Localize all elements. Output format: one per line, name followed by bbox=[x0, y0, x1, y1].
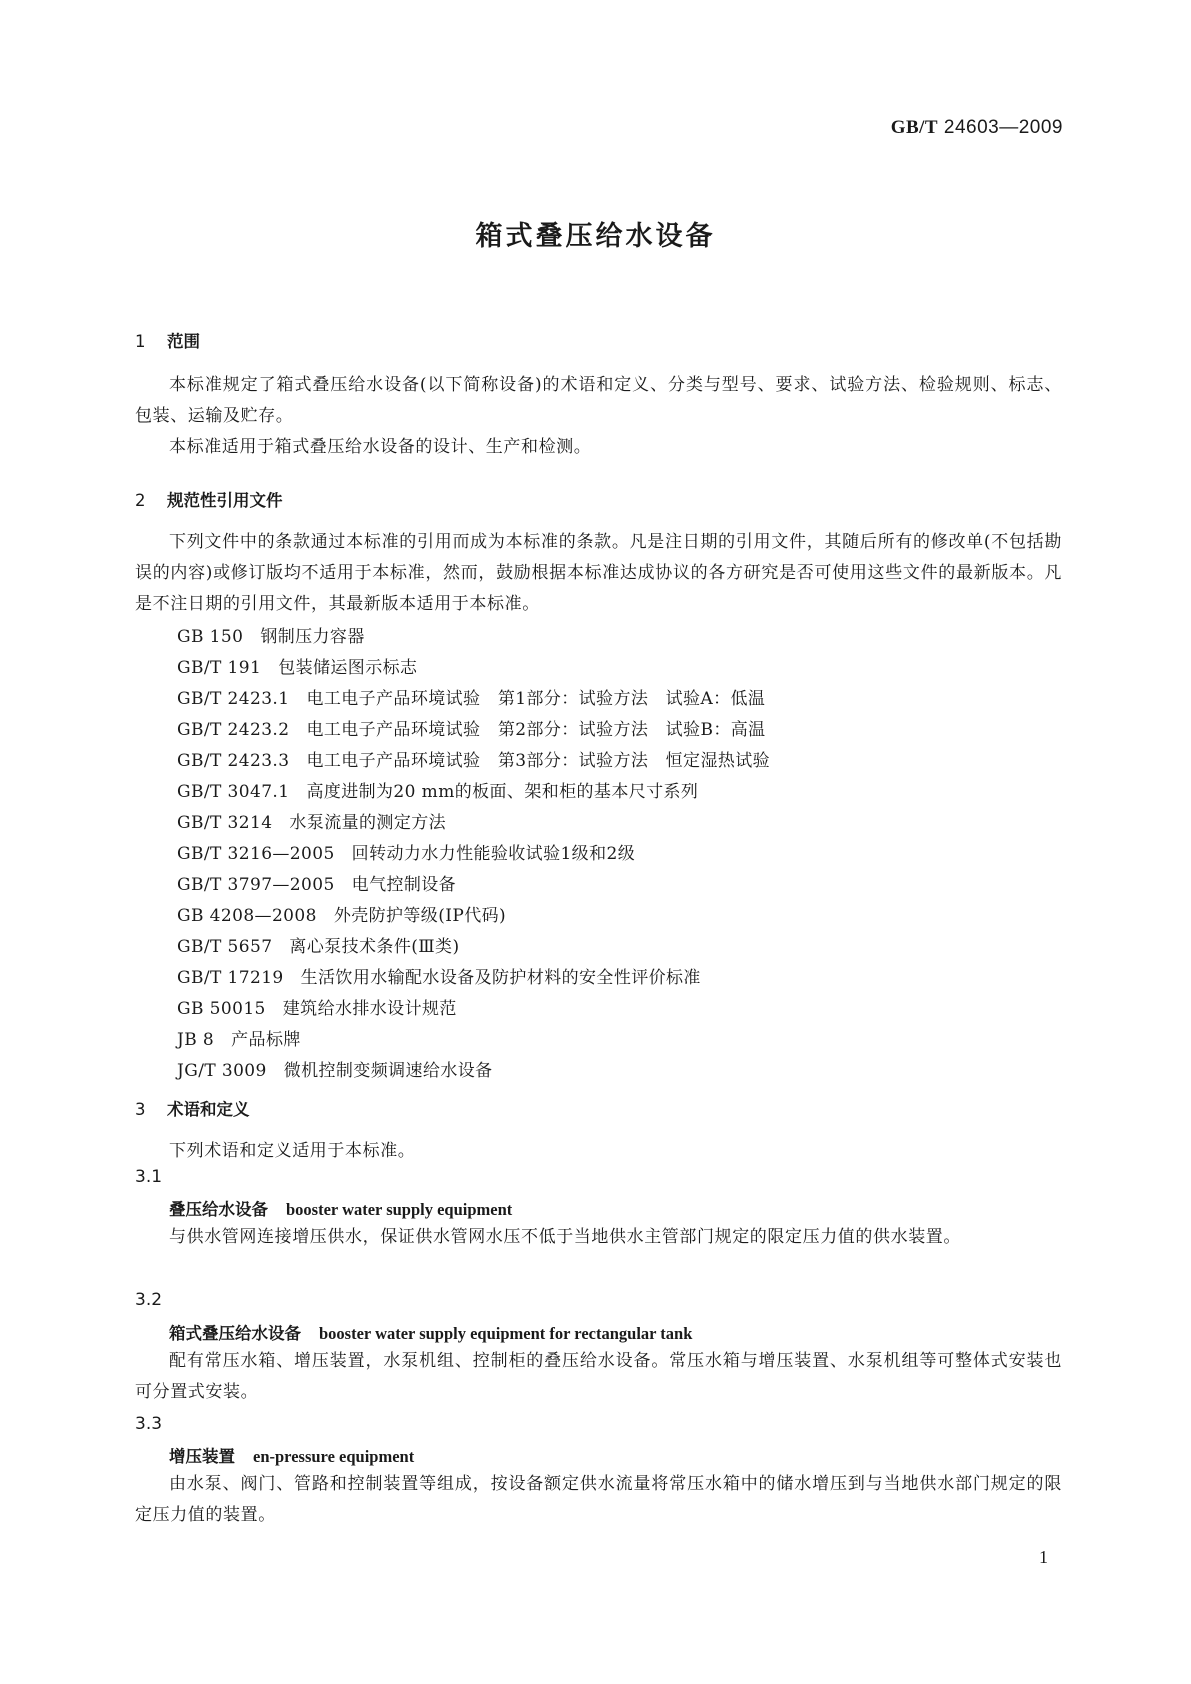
section-number: 1 bbox=[135, 332, 146, 351]
section-heading-3 bbox=[135, 1096, 250, 1120]
reference-item bbox=[177, 622, 365, 647]
term-heading bbox=[169, 1196, 512, 1220]
reference-code: GB/T 2423.3 bbox=[177, 751, 290, 771]
term-definition: 配有常压水箱、增压装置，水泵机组、控制柜的叠压给水设备。常压水箱与增压装置、水泵机组等可整体式安装也可分置式安装。 bbox=[135, 1351, 1062, 1402]
reference-title: 水泵流量的测定方法 bbox=[289, 813, 447, 833]
reference-item bbox=[177, 653, 417, 678]
reference-code: GB/T 191 bbox=[177, 658, 262, 678]
term-definition: 由水泵、阀门、管路和控制装置等组成，按设备额定供水流量将常压水箱中的储水增压到与当地供水部门规定的限定压力值的装置。 bbox=[135, 1474, 1062, 1525]
reference-item bbox=[177, 808, 446, 833]
reference-code: GB 4208—2008 bbox=[177, 906, 317, 926]
term-en: booster water supply equipment for rectangular tank bbox=[319, 1324, 693, 1343]
section-heading-2 bbox=[135, 487, 283, 511]
paragraph: 下列术语和定义适用于本标准。 bbox=[169, 1141, 416, 1161]
reference-item bbox=[177, 746, 770, 771]
section-number: 3 bbox=[135, 1100, 146, 1119]
reference-title: 离心泵技术条件(Ⅲ类) bbox=[289, 937, 460, 957]
reference-code: JB 8 bbox=[177, 1030, 215, 1050]
reference-title: 电气控制设备 bbox=[351, 875, 457, 895]
section-number: 2 bbox=[135, 491, 146, 510]
reference-code: GB/T 2423.1 bbox=[177, 689, 290, 709]
paragraph: 下列文件中的条款通过本标准的引用而成为本标准的条款。凡是注日期的引用文件，其随后所有的修改单(不包括勘误的内容)或修订版均不适用于本标准，然而，鼓励根据本标准达成协议的各方研究是否可使用这些文件的最新版本。凡是不注日期的引用文件，其最新版本适用于本标准。 bbox=[135, 532, 1062, 614]
term-heading bbox=[169, 1443, 414, 1467]
reference-item bbox=[177, 684, 765, 709]
standard-code bbox=[891, 117, 1063, 139]
reference-title: 回转动力水力性能验收试验1级和2级 bbox=[351, 844, 636, 864]
term-zh: 增压装置 bbox=[169, 1447, 235, 1466]
reference-code: GB/T 3047.1 bbox=[177, 782, 290, 802]
paragraph: 本标准规定了箱式叠压给水设备(以下简称设备)的术语和定义、分类与型号、要求、试验方法、检验规则、标志、包装、运输及贮存。 bbox=[135, 375, 1062, 426]
reference-title: 高度进制为20 mm的板面、架和柜的基本尺寸系列 bbox=[306, 782, 699, 802]
reference-item bbox=[177, 839, 635, 864]
section-title: 规范性引用文件 bbox=[167, 491, 283, 510]
standard-prefix: GB/T bbox=[890, 117, 939, 138]
reference-title: 建筑给水排水设计规范 bbox=[282, 999, 457, 1019]
section-title: 范围 bbox=[167, 332, 200, 351]
term-heading bbox=[169, 1320, 692, 1344]
page-number: 1 bbox=[1039, 1547, 1048, 1567]
clause-number: 3.3 bbox=[135, 1414, 163, 1434]
reference-item bbox=[177, 901, 506, 926]
reference-item bbox=[177, 715, 766, 740]
clause-number: 3.2 bbox=[135, 1290, 163, 1310]
reference-title: 电工电子产品环境试验 第1部分：试验方法 试验A：低温 bbox=[306, 689, 766, 709]
reference-code: GB/T 3797—2005 bbox=[177, 875, 335, 895]
reference-code: GB/T 5657 bbox=[177, 937, 273, 957]
term-zh: 箱式叠压给水设备 bbox=[169, 1324, 301, 1343]
section-heading-1 bbox=[135, 328, 200, 352]
reference-code: GB/T 17219 bbox=[177, 968, 284, 988]
reference-code: GB/T 3214 bbox=[177, 813, 273, 833]
term-definition: 与供水管网连接增压供水，保证供水管网水压不低于当地供水主管部门规定的限定压力值的供水装置。 bbox=[169, 1227, 961, 1247]
reference-code: GB/T 2423.2 bbox=[177, 720, 290, 740]
reference-item bbox=[177, 1056, 493, 1081]
reference-item bbox=[177, 994, 457, 1019]
reference-item bbox=[177, 870, 456, 895]
paragraph: 本标准适用于箱式叠压给水设备的设计、生产和检测。 bbox=[169, 437, 592, 457]
clause-number: 3.1 bbox=[135, 1167, 163, 1187]
term-zh: 叠压给水设备 bbox=[169, 1200, 268, 1219]
reference-title: 钢制压力容器 bbox=[260, 627, 365, 647]
reference-item bbox=[177, 1025, 301, 1050]
term-en: booster water supply equipment bbox=[286, 1200, 513, 1219]
reference-code: GB/T 3216—2005 bbox=[177, 844, 335, 864]
reference-title: 包装储运图示标志 bbox=[278, 658, 418, 678]
reference-item bbox=[177, 963, 701, 988]
term-en: en-pressure equipment bbox=[253, 1447, 415, 1466]
reference-code: GB 50015 bbox=[177, 999, 266, 1019]
reference-code: GB 150 bbox=[177, 627, 244, 647]
section-title: 术语和定义 bbox=[167, 1100, 250, 1119]
document-title: 箱式叠压给水设备 bbox=[475, 221, 716, 252]
reference-item bbox=[177, 777, 698, 802]
reference-title: 产品标牌 bbox=[231, 1030, 301, 1050]
standard-number: 24603—2009 bbox=[943, 117, 1063, 138]
reference-code: JG/T 3009 bbox=[177, 1061, 267, 1081]
reference-item bbox=[177, 932, 459, 957]
reference-title: 生活饮用水输配水设备及防护材料的安全性评价标准 bbox=[300, 968, 701, 988]
reference-title: 微机控制变频调速给水设备 bbox=[283, 1061, 493, 1081]
reference-title: 外壳防护等级(IP代码) bbox=[333, 906, 507, 926]
reference-title: 电工电子产品环境试验 第3部分：试验方法 恒定湿热试验 bbox=[306, 751, 771, 771]
reference-title: 电工电子产品环境试验 第2部分：试验方法 试验B：高温 bbox=[306, 720, 766, 740]
